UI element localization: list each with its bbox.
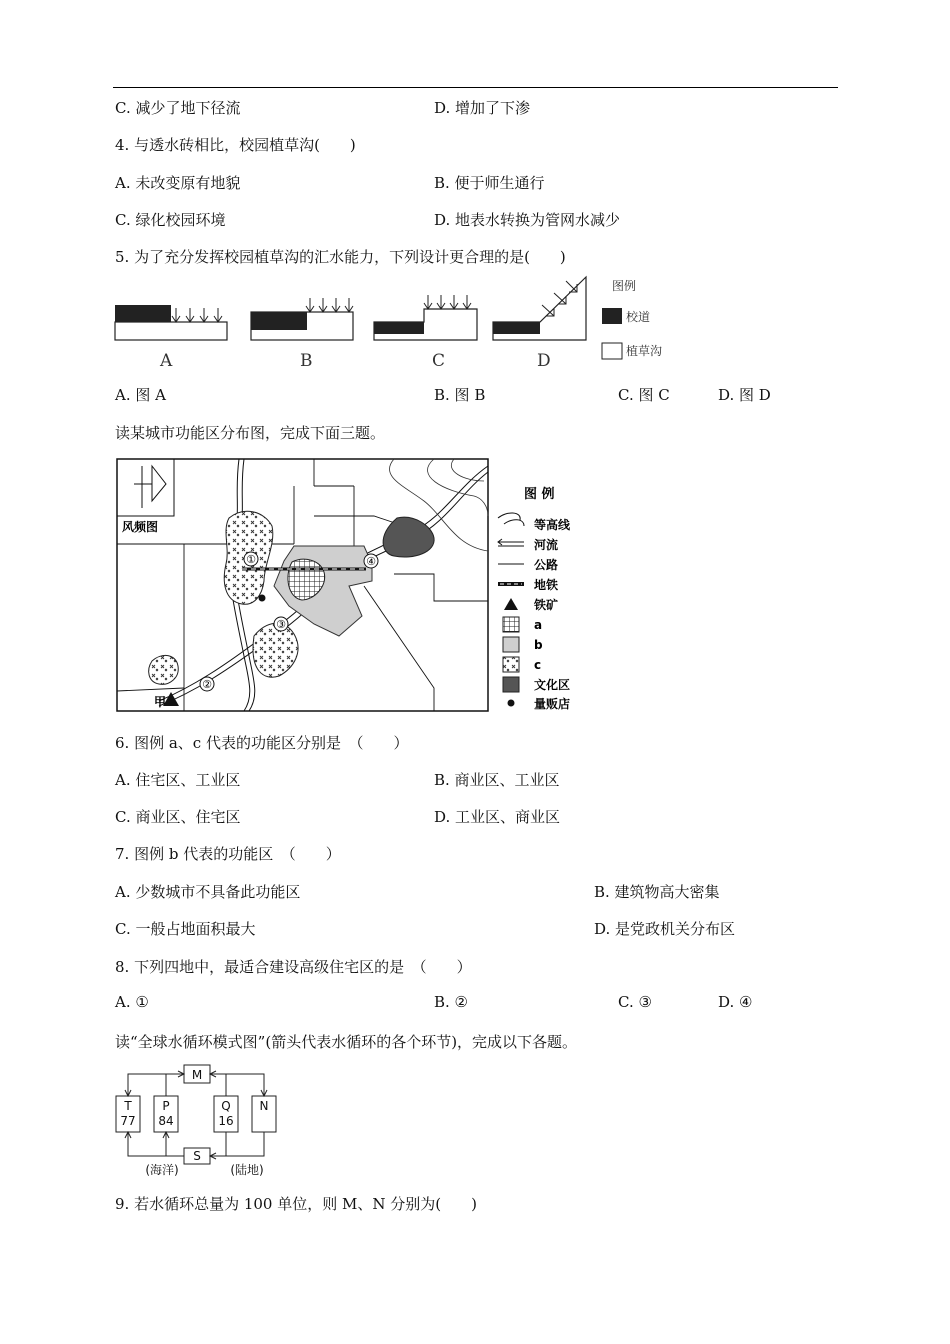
q4-option-d[interactable]: D. 地表水转换为管网水减少 [434, 211, 621, 229]
label-p: P [162, 1099, 170, 1113]
fig-c-road [374, 322, 424, 334]
q6-stem: 6. 图例 a、c 代表的功能区分别是 （ ） [115, 734, 409, 752]
q8-option-d[interactable]: D. ④ [718, 993, 753, 1011]
legend-b: b [534, 638, 543, 652]
cycle-intro: 读“全球水循环模式图”(箭头代表水循环的各个环节)，完成以下各题。 [115, 1033, 578, 1051]
fig-label-b: B [300, 351, 313, 371]
q6-option-d[interactable]: D. 工业区、商业区 [434, 808, 561, 826]
q8-option-b[interactable]: B. ② [434, 993, 469, 1011]
legend-c: c [534, 658, 542, 672]
legend-road-swatch [602, 308, 622, 324]
legend-road: 公路 [534, 558, 559, 572]
q3-option-c[interactable]: C. 减少了地下径流 [115, 99, 241, 117]
label-m: M [191, 1068, 203, 1082]
fig-label-d: D [537, 351, 551, 371]
marker-3: ③ [276, 618, 286, 631]
legend-contour: 等高线 [534, 518, 571, 532]
legend-river: 河流 [534, 538, 559, 552]
q9-stem: 9. 若水循环总量为 100 单位，则 M、N 分别为( ) [115, 1195, 477, 1213]
label-t: T [124, 1099, 132, 1113]
city-function-map [114, 456, 584, 716]
q5-option-d[interactable]: D. 图 D [718, 386, 771, 404]
q4-option-c[interactable]: C. 绿化校园环境 [115, 211, 226, 229]
q4-option-b[interactable]: B. 便于师生通行 [434, 174, 545, 192]
water-cycle-diagram [112, 1062, 292, 1180]
legend-ditch-swatch [602, 343, 622, 359]
legend-iron: 铁矿 [534, 598, 559, 612]
fig-a-road [115, 305, 171, 322]
q3-option-d[interactable]: D. 增加了下渗 [434, 99, 531, 117]
fig-d-road [493, 322, 540, 334]
jia-label: 甲 [154, 695, 167, 709]
q5-stem: 5. 为了充分发挥校园植草沟的汇水能力，下列设计更合理的是( ) [115, 248, 566, 266]
legend-store: 量贩店 [534, 697, 571, 711]
label-ocean: (海洋) [145, 1163, 179, 1177]
q5-option-a[interactable]: A. 图 A [115, 386, 166, 404]
legend-a: a [534, 618, 543, 632]
legend-subway: 地铁 [534, 578, 559, 592]
q5-option-b[interactable]: B. 图 B [434, 386, 486, 404]
q4-option-a[interactable]: A. 未改变原有地貌 [115, 174, 241, 192]
legend-road: 校道 [626, 310, 651, 324]
marker-4: ④ [366, 555, 376, 568]
store-dot [259, 595, 266, 602]
fig-legend-title: 图例 [612, 279, 637, 293]
q4-stem: 4. 与透水砖相比，校园植草沟( ) [115, 136, 356, 154]
q7-option-d[interactable]: D. 是党政机关分布区 [594, 920, 736, 938]
legend-culture: 文化区 [534, 678, 571, 692]
q5-design-figure [110, 272, 670, 372]
fig-label-c: C [432, 351, 446, 371]
map-legend-title: 图 例 [524, 487, 555, 502]
q8-option-a[interactable]: A. ① [115, 993, 149, 1011]
label-q: Q [221, 1099, 231, 1113]
zone-c-2 [149, 655, 179, 684]
value-p: 84 [158, 1114, 174, 1128]
wind-label: 风频图 [122, 520, 159, 534]
fig-label-a: A [160, 351, 173, 371]
label-n: N [259, 1099, 269, 1113]
label-s: S [193, 1149, 201, 1163]
q8-option-c[interactable]: C. ③ [618, 993, 652, 1011]
q6-option-c[interactable]: C. 商业区、住宅区 [115, 808, 241, 826]
q7-stem: 7. 图例 b 代表的功能区 （ ） [115, 845, 341, 863]
value-q: 16 [218, 1114, 234, 1128]
legend-ditch: 植草沟 [626, 344, 663, 358]
label-land: (陆地) [230, 1163, 264, 1177]
q7-option-a[interactable]: A. 少数城市不具备此功能区 [115, 883, 301, 901]
map-intro: 读某城市功能区分布图，完成下面三题。 [115, 424, 386, 442]
q7-option-b[interactable]: B. 建筑物高大密集 [594, 883, 720, 901]
fig-b-road [251, 312, 307, 330]
marker-2: ② [202, 678, 212, 691]
q7-option-c[interactable]: C. 一般占地面积最大 [115, 920, 256, 938]
value-t: 77 [120, 1114, 136, 1128]
header-rule [113, 87, 838, 88]
marker-1: ① [246, 553, 256, 566]
q6-option-a[interactable]: A. 住宅区、工业区 [115, 771, 241, 789]
q5-option-c[interactable]: C. 图 C [618, 386, 670, 404]
q6-option-b[interactable]: B. 商业区、工业区 [434, 771, 560, 789]
q8-stem: 8. 下列四地中，最适合建设高级住宅区的是 （ ） [115, 958, 472, 976]
